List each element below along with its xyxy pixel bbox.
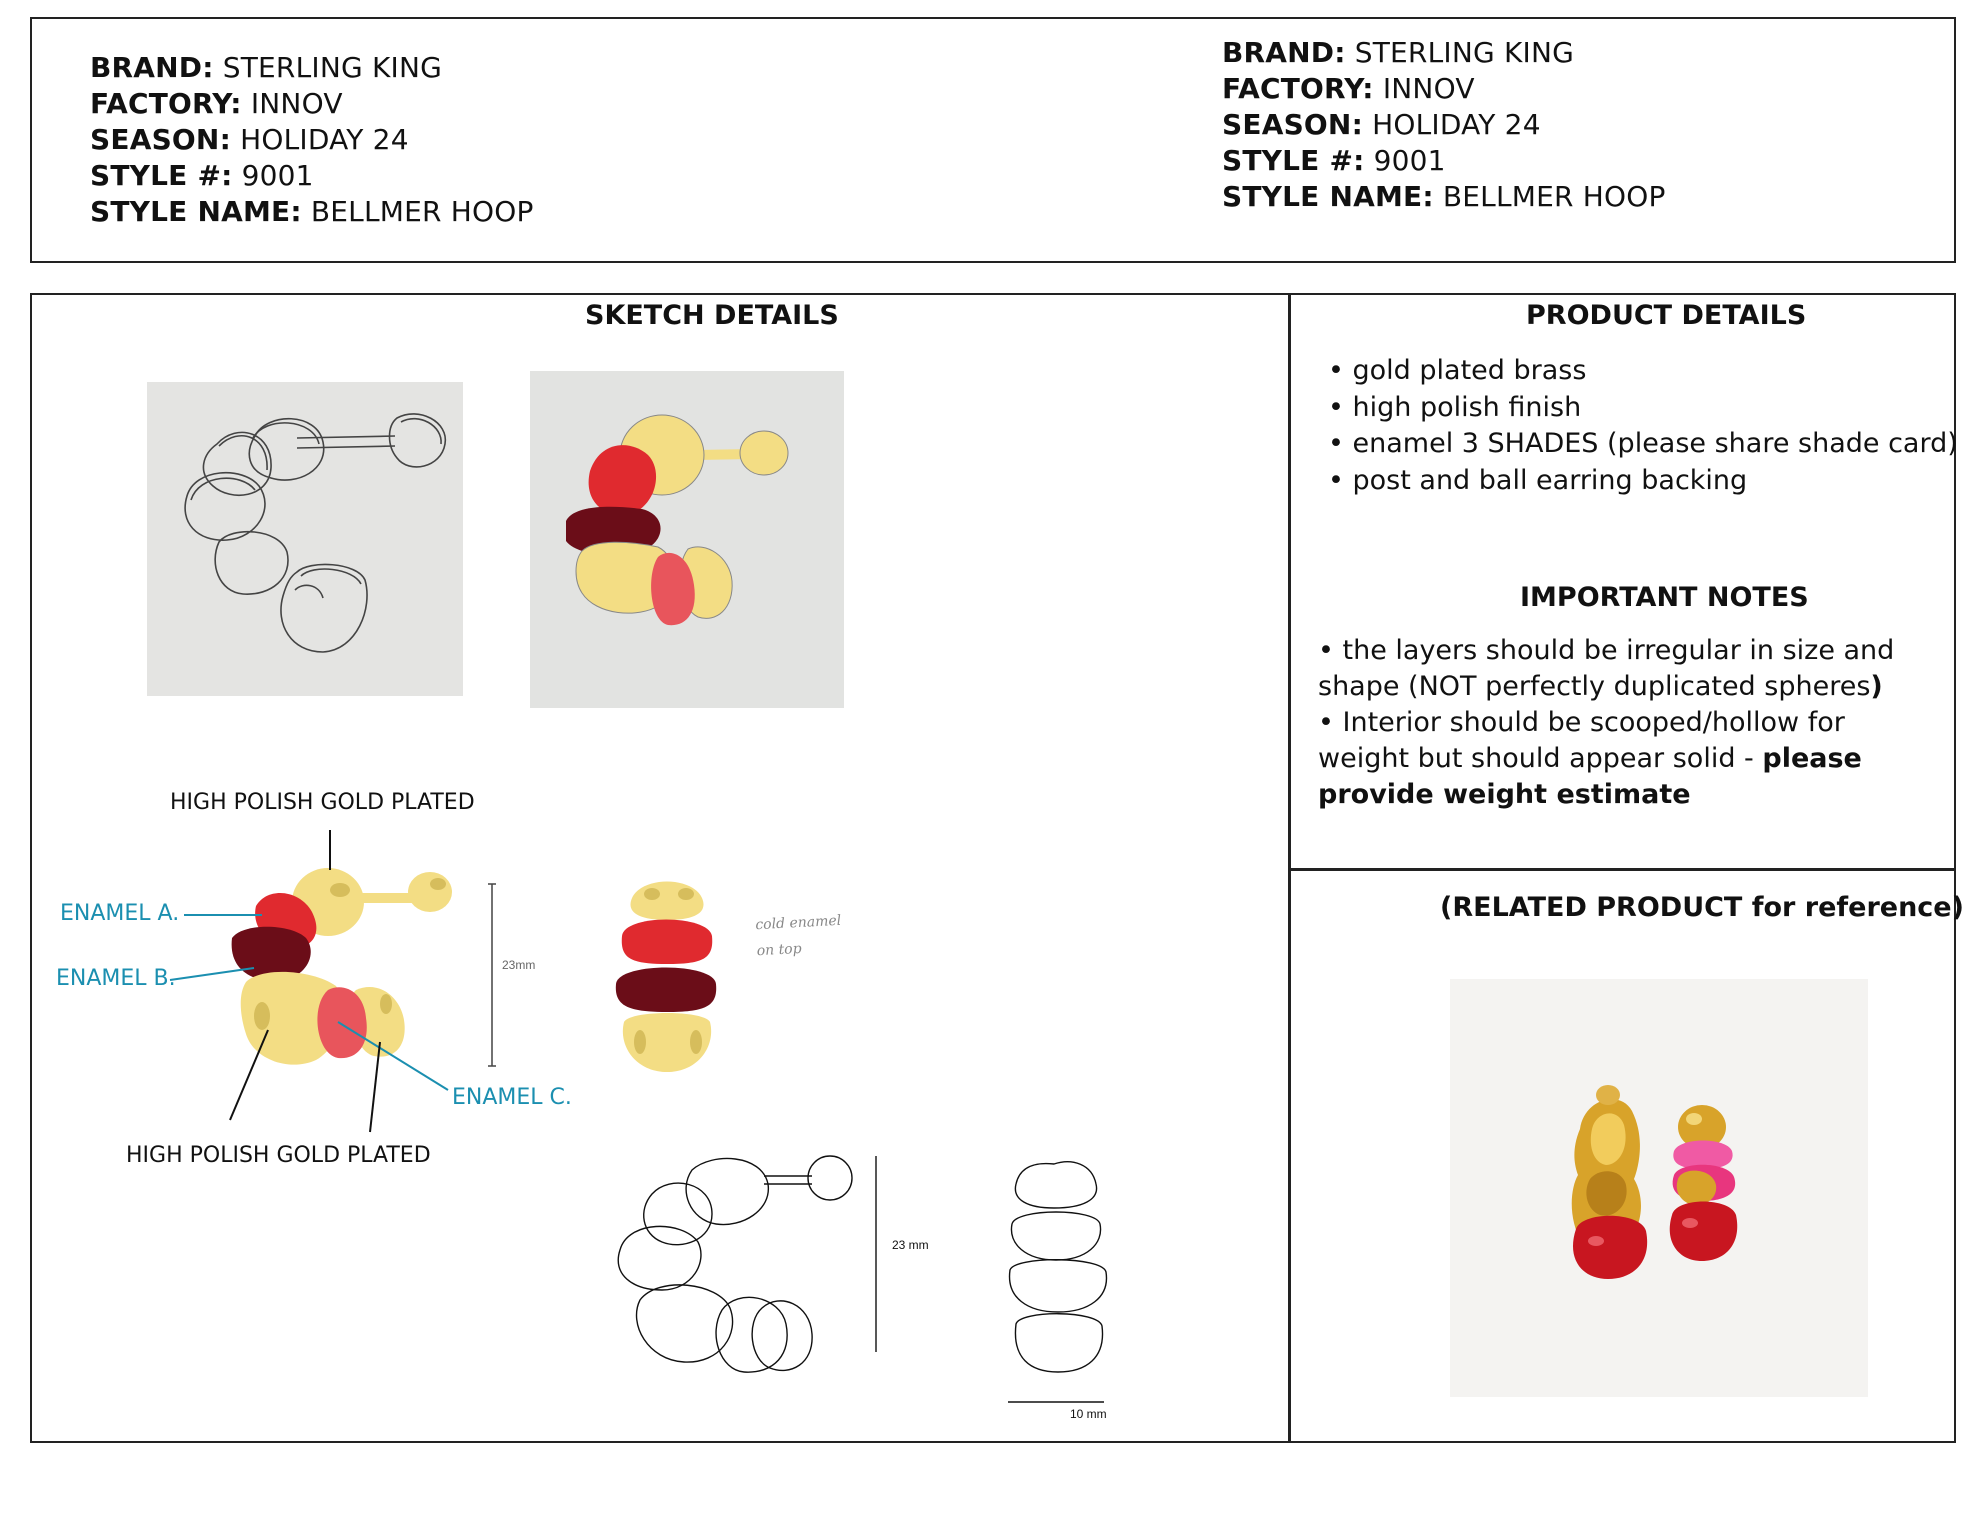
small-dimension-label: 23mm: [502, 958, 536, 972]
style-name-value: BELLMER HOOP: [1442, 180, 1666, 213]
style-name-value: BELLMER HOOP: [310, 195, 534, 228]
product-detail-item: • gold plated brass: [1328, 355, 1587, 386]
sketch-details-title: SKETCH DETAILS: [585, 300, 839, 331]
label-gold-bottom: HIGH POLISH GOLD PLATED: [126, 1143, 431, 1168]
handwritten-note-line-1: cold enamel: [754, 912, 842, 934]
style-number-value: 9001: [241, 159, 314, 192]
important-note-1: • the layers should be irregular in size and shape (NOT perfectly duplicated spheres): [1318, 635, 1895, 702]
label-enamel-a: ENAMEL A.: [60, 901, 180, 926]
related-product-title: (RELATED PRODUCT for reference): [1440, 892, 1964, 923]
side-view-color-drawing: [612, 876, 722, 1076]
spec-block-right: [1222, 35, 1666, 215]
important-note-2: • Interior should be scooped/hollow for weight but should appear solid - please provide weight estimate: [1318, 707, 1862, 810]
style-name-label: STYLE NAME:: [1222, 180, 1434, 213]
height-dimension-label: 23 mm: [892, 1238, 929, 1252]
width-dimension-label: 10 mm: [1070, 1407, 1107, 1421]
important-notes-text: [1318, 633, 1938, 813]
brand-value: STERLING KING: [1354, 36, 1575, 69]
style-number-label: STYLE #:: [90, 159, 233, 192]
season-label: SEASON:: [1222, 108, 1363, 141]
factory-label: FACTORY:: [1222, 72, 1374, 105]
style-number-value: 9001: [1373, 144, 1446, 177]
product-detail-item: • post and ball earring backing: [1328, 464, 1748, 496]
spec-block-left: [90, 50, 534, 230]
style-name-label: STYLE NAME:: [90, 195, 302, 228]
product-detail-item: • high polish finish: [1328, 391, 1582, 423]
product-details-list: [1328, 353, 1958, 499]
product-details-title: PRODUCT DETAILS: [1526, 300, 1807, 331]
label-enamel-b: ENAMEL B.: [56, 966, 176, 991]
style-number-label: STYLE #:: [1222, 144, 1365, 177]
brand-label: BRAND:: [90, 51, 214, 84]
important-notes-title: IMPORTANT NOTES: [1520, 582, 1809, 613]
product-detail-item: • enamel 3 SHADES (please share shade card): [1328, 428, 1958, 459]
related-product-photo: [1450, 979, 1868, 1397]
factory-label: FACTORY:: [90, 87, 242, 120]
factory-value: INNOV: [1382, 72, 1475, 105]
handwritten-note-line-2: on top: [756, 940, 803, 960]
handwritten-note: [755, 908, 843, 964]
pencil-sketch-image: [147, 382, 463, 696]
brand-label: BRAND:: [1222, 36, 1346, 69]
label-gold-top: HIGH POLISH GOLD PLATED: [170, 790, 475, 815]
season-value: HOLIDAY 24: [1372, 108, 1541, 141]
weight-estimate-request: please provide weight estimate: [1318, 743, 1862, 810]
label-enamel-c: ENAMEL C.: [452, 1085, 572, 1110]
row-divider: [1288, 868, 1956, 871]
brand-value: STERLING KING: [222, 51, 443, 84]
season-label: SEASON:: [90, 123, 231, 156]
colored-sketch-image: [530, 371, 844, 708]
factory-value: INNOV: [250, 87, 343, 120]
annotated-color-drawing: [0, 820, 620, 1140]
season-value: HOLIDAY 24: [240, 123, 409, 156]
technical-outline-drawing: [612, 1148, 1152, 1418]
